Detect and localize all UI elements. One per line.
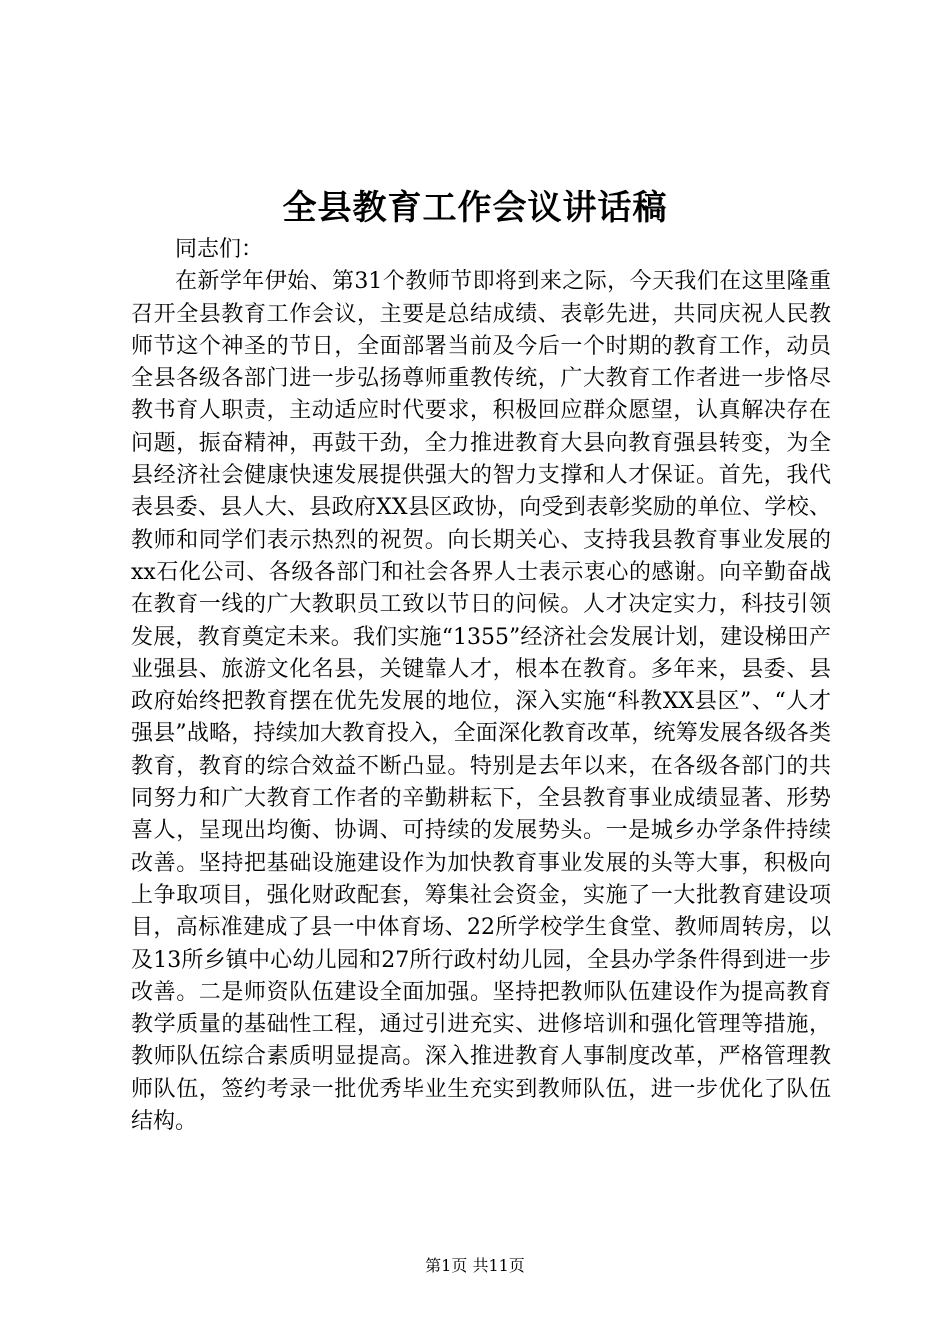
document-title: 全县教育工作会议讲话稿 [282,188,668,228]
body-paragraph: 在新学年伊始、第31个教师节即将到来之际，今天我们在这里隆重召开全县教育工作会议，主要是总结成绩、表彰先进，共同庆祝人民教师节这个神圣的节日，全面部署当前及今后一个时期的教育工作，动员全县各级各部门进一步弘扬尊师重教传统，广大教育工作者进一步恪尽教书育人职责，主动适应时代要求，积极回应群众愿望，认真解决存在问题，振奋精神，再鼓干劲，全力推进教育大县向教育强县转变，为全县经济社会健康快速发展提供强大的智力支撑和人才保证。首先，我代表县委、县人大、县政府XX县区政协，向受到表彰奖励的单位、学校、教师和同学们表示热烈的祝贺。向长期关心、支持我县教育事业发展的xx石化公司、各级各部门和社会各界人士表示衷心的感谢。向辛勤奋战在教育一线的广大教职员工致以节日的问候。人才决定实力，科技引领发展，教育奠定未来。我们实施“1355”经济社会发展计划，建设梯田产业强县、旅游文化名县，关键靠人才，根本在教育。多年来，县委、县政府始终把教育摆在优先发展的地位，深入实施“科教XX县区”、“人才强县”战略，持续加大教育投入，全面深化教育改革，统筹发展各级各类教育，教育的综合效益不断凸显。特别是去年以来，在各级各部门的共同努力和广大教育工作者的辛勤耕耘下，全县教育事业成绩显著、形势喜人，呈现出均衡、协调、可持续的发展势头。一是城乡办学条件持续改善。坚持把基础设施建设作为加快教育事业发展的头等大事，积极向上争取项目，强化财政配套，筹集社会资金，实施了一大批教育建设项目，高标准建成了县一中体育场、22所学校学生食堂、教师周转房，以及13所乡镇中心幼儿园和27所行政村幼儿园，全县办学条件得到进一步改善。二是师资队伍建设全面加强。坚持把教师队伍建设作为提高教育教学质量的基础性工程，通过引进充实、进修培训和强化管理等措施，教师队伍综合素质明显提高。深入推进教育人事制度改革，严格管理教师队伍，签约考录一批优秀毕业生充实到教师队伍，进一步优化了队伍结构。 [131,269,831,1135]
page-indicator: 第1页 共11页 [425,1256,525,1275]
salutation: 同志们： [175,237,264,262]
document-body [131,234,831,1138]
